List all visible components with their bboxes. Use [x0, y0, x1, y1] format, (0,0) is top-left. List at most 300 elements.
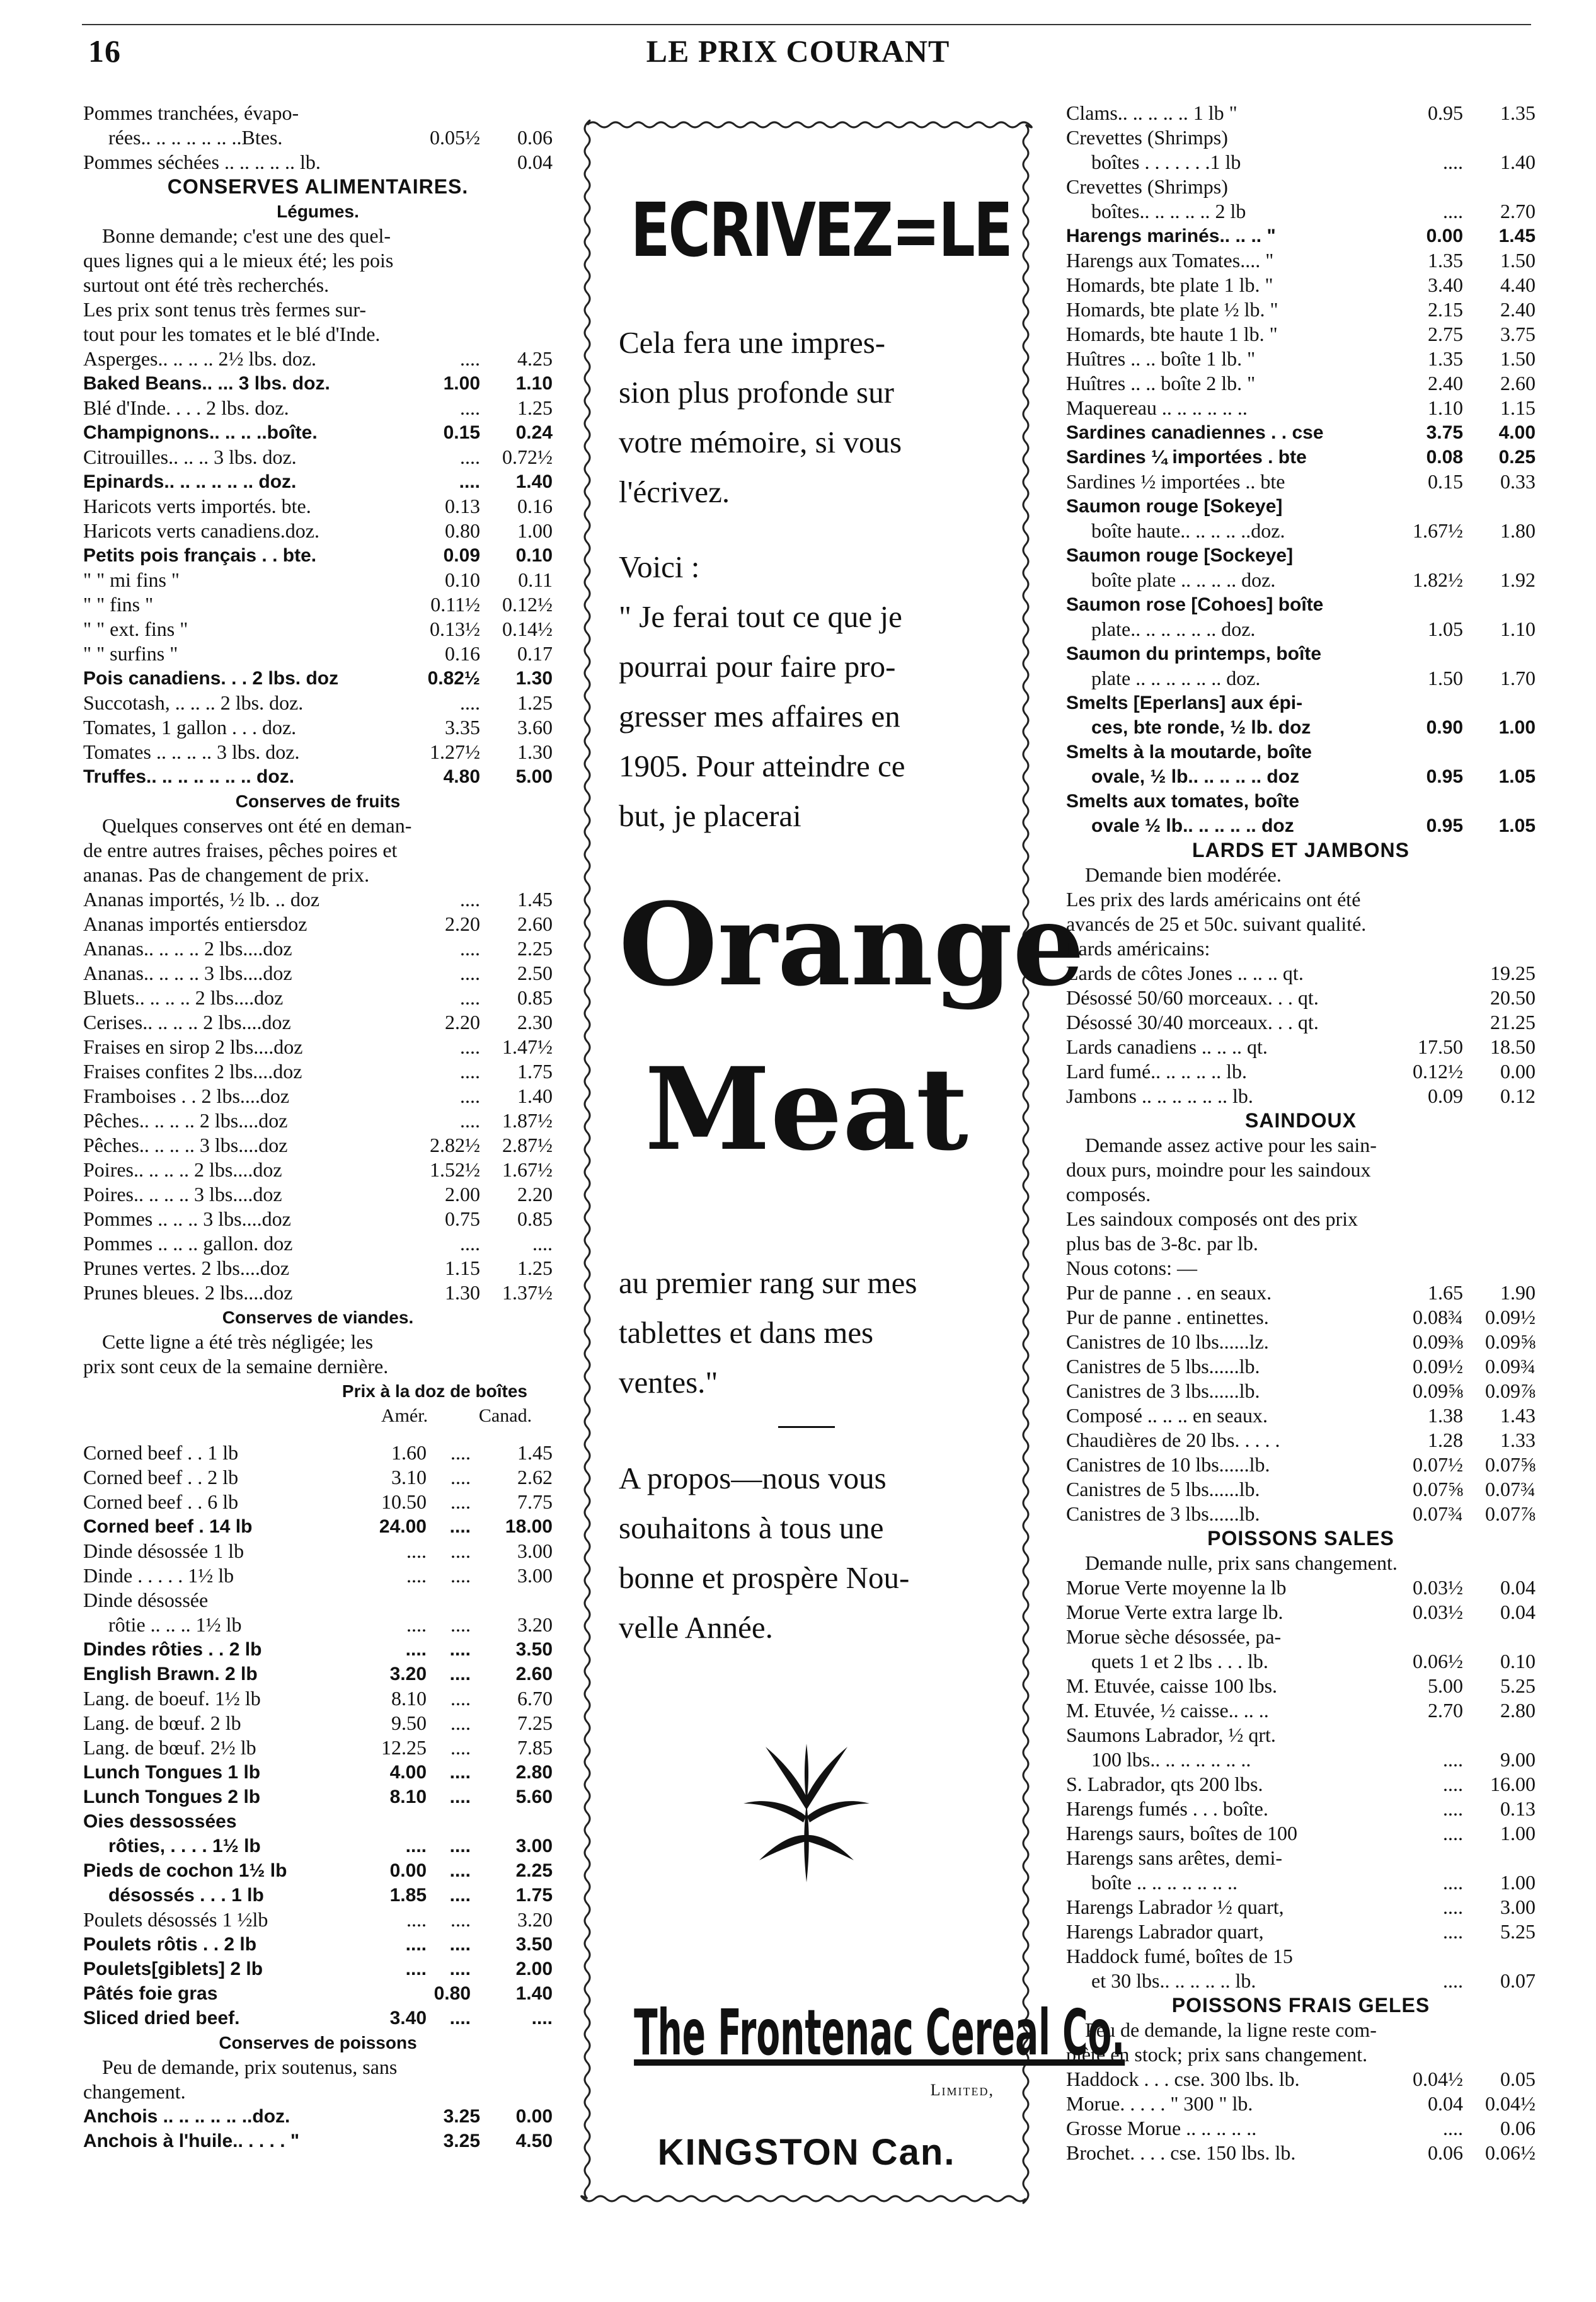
price-row: [83, 2104, 553, 2129]
price-low: 2.20: [445, 912, 480, 935]
item-description: Prunes vertes. 2 lbs....doz: [83, 1257, 290, 1279]
text-line: A propos—nous vous: [619, 1461, 887, 1495]
item-description: et 30 lbs.. .. .. .. .. lb.: [1091, 1969, 1256, 1992]
price-high: 1.67½: [502, 1158, 553, 1181]
price-row: [1066, 1330, 1536, 1354]
price-row: [1066, 740, 1536, 764]
item-description: boîte plate .. .. .. .. doz.: [1091, 568, 1276, 591]
price-low: 3.40: [1428, 273, 1463, 296]
price-row: [1066, 1625, 1536, 1649]
price-row: [83, 1686, 553, 1711]
price-high: 0.14½: [502, 618, 553, 640]
price-row: [1066, 494, 1536, 519]
poissons-paragraph: [83, 2055, 553, 2104]
price-low: 3.25: [443, 2131, 480, 2151]
poissons-sales-list: [1066, 1575, 1536, 1993]
text-line: gresser mes affaires en: [619, 699, 900, 734]
price-low: 0.09⅝: [1413, 1379, 1463, 1402]
text-line: au premier rang sur mes: [619, 1265, 917, 1300]
price-row: [83, 961, 553, 986]
price-row: [1066, 1772, 1536, 1797]
item-description: Ananas importés, ½ lb. .. doz: [83, 888, 320, 911]
ad-quote-end: [619, 1258, 994, 1407]
text-line: Bonne demande; c'est une des quel-: [102, 224, 391, 247]
item-description: Lunch Tongues 1 lb: [83, 1762, 261, 1783]
item-description: ovale ½ lb.. .. .. .. .. doz: [1091, 815, 1294, 836]
price-high: 0.07¾: [1485, 1478, 1536, 1500]
price-low: 1.30: [445, 1281, 480, 1304]
text-line: 1905. Pour atteindre ce: [619, 749, 905, 783]
section-heading-saindoux: SAINDOUX: [1245, 1109, 1357, 1132]
col-canad: Canad.: [478, 1405, 532, 1426]
item-description: désossés . . . 1 lb: [108, 1885, 264, 1906]
price-row: [83, 1588, 553, 1613]
price-low: 2.75: [1428, 323, 1463, 345]
price-row: [83, 1182, 553, 1207]
text-line: doux purs, moindre pour les saindoux: [1066, 1158, 1371, 1181]
price-row: [1066, 1649, 1536, 1674]
price-row: [1066, 642, 1536, 666]
price-row: [83, 912, 553, 936]
price-low: 0.11½: [430, 593, 480, 616]
price-row: [1066, 1403, 1536, 1428]
section-heading-poissons-sales: POISSONS SALES: [1207, 1527, 1394, 1550]
company-name: The Frontenac Cereal Co.: [634, 1996, 1125, 2069]
price-canad: 3.50: [515, 1639, 553, 1660]
price-low: 0.09⅜: [1413, 1330, 1463, 1353]
price-low: 17.50: [1418, 1035, 1463, 1058]
item-description: " " ext. fins ": [83, 618, 188, 640]
price-canad: 7.25: [517, 1712, 553, 1734]
price-row: [1066, 1723, 1536, 1747]
price-low: 0.16: [445, 642, 480, 665]
item-description: Saumon du printemps, boîte: [1066, 643, 1322, 664]
price-amer: 3.20: [389, 1664, 427, 1684]
price-amer: 9.50: [391, 1712, 427, 1734]
price-amer: 0.00: [389, 1860, 427, 1881]
price-amer: ....: [406, 1613, 427, 1636]
price-canad: 7.75: [517, 1490, 553, 1513]
item-description: Pommes tranchées, évapo-: [83, 101, 299, 124]
item-description: Ananas importés entiersdoz: [83, 912, 307, 935]
item-description: Morue sèche désossée, pa-: [1066, 1625, 1282, 1648]
viandes-subheading: Prix à la doz de boîtes: [342, 1381, 527, 1401]
price-low: 0.95: [1426, 815, 1463, 836]
section-heading-conserves: CONSERVES ALIMENTAIRES.: [167, 175, 469, 198]
price-row: [83, 519, 553, 543]
price-high: 0.25: [1498, 447, 1536, 468]
price-canad: 18.00: [505, 1516, 553, 1537]
ad-headline: ECRIVEZ=LE: [630, 187, 1011, 273]
price-low: 1.10: [1428, 396, 1463, 419]
item-description: Corned beef . . 2 lb: [83, 1466, 239, 1488]
item-description: Morue Verte moyenne la lb: [1066, 1576, 1287, 1599]
price-row: [1066, 715, 1536, 740]
price-canad: 3.00: [517, 1539, 553, 1562]
price-amer-alt: ....: [451, 1908, 471, 1931]
item-description: boîte .. .. .. .. .. .. ..: [1091, 1871, 1237, 1894]
item-description: Smelts aux tomates, boîte: [1066, 791, 1300, 812]
price-row: [83, 1514, 553, 1539]
price-row: [1066, 568, 1536, 592]
text-line: Les saindoux composés ont des prix: [1066, 1207, 1358, 1230]
price-row: [83, 740, 553, 764]
price-high: 2.40: [1500, 298, 1536, 321]
price-low: 1.82½: [1413, 568, 1463, 591]
price-high: 1.47½: [502, 1035, 553, 1058]
price-row: [83, 543, 553, 568]
text-line: ques lignes qui a le mieux été; les pois: [83, 249, 394, 272]
price-low: ....: [460, 986, 480, 1009]
item-description: Composé .. .. .. en seaux.: [1066, 1404, 1268, 1427]
price-row: [1066, 961, 1536, 986]
price-high: 1.10: [1500, 618, 1536, 640]
price-low: ....: [1443, 151, 1463, 173]
price-amer-alt: ....: [451, 1613, 471, 1636]
price-row: [83, 1735, 553, 1760]
price-high: 5.00: [515, 766, 553, 787]
price-row: [1066, 519, 1536, 543]
price-high: 1.30: [515, 668, 553, 689]
item-description: English Brawn. 2 lb: [83, 1664, 258, 1684]
price-row: [1066, 543, 1536, 568]
page-title: LE PRIX COURANT: [646, 33, 950, 69]
price-high: 1.90: [1500, 1281, 1536, 1304]
price-low: 0.06: [1428, 2141, 1463, 2164]
price-high: 0.09½: [1485, 1306, 1536, 1328]
price-row: [83, 371, 553, 396]
item-description: Sardines ¼ importées . bte: [1066, 447, 1307, 468]
price-amer-alt: ....: [449, 1885, 471, 1906]
item-description: 100 lbs.. .. .. .. .. .. ..: [1091, 1748, 1251, 1771]
price-high: 0.10: [1500, 1650, 1536, 1672]
price-row: [83, 494, 553, 519]
price-high: 0.16: [517, 495, 553, 517]
price-low: ....: [1443, 1896, 1463, 1918]
price-row: [1066, 1379, 1536, 1403]
price-row: [1066, 1502, 1536, 1526]
item-description: Corned beef . . 6 lb: [83, 1490, 239, 1513]
price-high: 0.04: [1500, 1601, 1536, 1623]
item-description: plate .. .. .. .. .. .. doz.: [1091, 667, 1261, 689]
price-row: [1066, 2067, 1536, 2092]
price-row: [83, 568, 553, 592]
price-low: 0.09: [443, 545, 480, 566]
item-description: Pâtés foie gras: [83, 1983, 218, 2004]
brand-orange: Orange: [619, 878, 1085, 1011]
price-high: 2.87½: [502, 1134, 553, 1156]
price-row: [1066, 1944, 1536, 1969]
price-row: [1066, 1477, 1536, 1502]
price-row: [83, 642, 553, 666]
item-description: Saumon rose [Cohoes] boîte: [1066, 594, 1324, 615]
item-description: Canistres de 3 lbs......lb.: [1066, 1379, 1260, 1402]
price-high: 4.25: [517, 347, 553, 370]
item-description: Morue. . . . . " 300 " lb.: [1066, 2092, 1253, 2115]
price-high: 0.33: [1500, 470, 1536, 493]
item-description: Homards, bte plate ½ lb. ": [1066, 298, 1278, 321]
poissons-frais-paragraph: [1066, 2018, 1536, 2067]
price-row: [83, 1158, 553, 1182]
item-description: Homards, bte haute 1 lb. ": [1066, 323, 1278, 345]
price-canad: 7.85: [517, 1736, 553, 1759]
price-row: [83, 1957, 553, 1981]
price-low: 2.00: [445, 1183, 480, 1206]
price-row: [1066, 420, 1536, 445]
item-description: quets 1 et 2 lbs . . . lb.: [1091, 1650, 1268, 1672]
item-description: Petits pois français . . bte.: [83, 545, 317, 566]
item-description: Lang. de bœuf. 2½ lb: [83, 1736, 256, 1759]
price-row: [83, 420, 553, 445]
price-low: ....: [460, 1232, 480, 1255]
price-low: 0.07¾: [1413, 1502, 1463, 1525]
item-description: Dindes rôties . . 2 lb: [83, 1639, 262, 1660]
price-row: [1066, 469, 1536, 494]
item-description: Jambons .. .. .. .. .. .. lb.: [1066, 1085, 1253, 1107]
price-row: [1066, 1797, 1536, 1821]
item-description: Lunch Tongues 2 lb: [83, 1787, 261, 1807]
price-high: 0.10: [515, 545, 553, 566]
price-row: [83, 592, 553, 617]
price-low: 2.15: [1428, 298, 1463, 321]
item-description: " " mi fins ": [83, 568, 180, 591]
price-low: 1.27½: [430, 740, 480, 763]
price-high: 1.00: [517, 519, 553, 542]
price-row: [83, 1256, 553, 1280]
text-line: votre mémoire, si vous: [619, 425, 902, 459]
price-high: 1.35: [1500, 101, 1536, 124]
item-description: Canistres de 10 lbs......lz.: [1066, 1330, 1269, 1353]
price-high: 2.80: [1500, 1699, 1536, 1722]
price-row: [83, 2129, 553, 2153]
price-low: ....: [1443, 1748, 1463, 1771]
price-row: [83, 1809, 553, 1834]
price-canad: 3.50: [515, 1934, 553, 1955]
text-line: " Je ferai tout ce que je: [619, 599, 902, 634]
price-row: [83, 1490, 553, 1514]
price-low: ....: [1443, 200, 1463, 222]
price-amer: 1.60: [391, 1441, 427, 1464]
viandes-paragraph: [83, 1330, 553, 1379]
price-high: 1.40: [517, 1085, 553, 1107]
price-high: 1.45: [517, 888, 553, 911]
item-description: Haricots verts importés. bte.: [83, 495, 311, 517]
price-amer-alt: ....: [449, 1664, 471, 1684]
price-row: [1066, 986, 1536, 1010]
price-row: [83, 2006, 553, 2030]
item-description: Dinde désossée 1 lb: [83, 1539, 244, 1562]
price-high: 1.40: [515, 471, 553, 492]
price-amer-alt: ....: [449, 1959, 471, 1979]
price-low: 4.80: [443, 766, 480, 787]
item-description: Fraises confites 2 lbs....doz: [83, 1060, 302, 1083]
price-high: 0.09⅞: [1485, 1379, 1536, 1402]
item-description: Baked Beans.. ... 3 lbs. doz.: [83, 373, 330, 394]
text-line: pourrai pour faire pro-: [619, 649, 896, 684]
item-description: Succotash, .. .. .. 2 lbs. doz.: [83, 691, 304, 714]
price-high: 0.04½: [1485, 2092, 1536, 2115]
price-high: 1.33: [1500, 1429, 1536, 1451]
price-high: 9.00: [1500, 1748, 1536, 1771]
fruits-paragraph: [83, 814, 553, 887]
text-line: avancés de 25 et 50c. suivant qualité.: [1066, 912, 1367, 935]
item-description: Fraises en sirop 2 lbs....doz: [83, 1035, 303, 1058]
price-row: [1066, 2092, 1536, 2116]
legumes-paragraph: [83, 224, 553, 347]
subheading-poissons: Conserves de poissons: [219, 2033, 417, 2052]
price-low: 1.50: [1428, 667, 1463, 689]
price-row: [83, 1981, 553, 2006]
item-description: Anchois .. .. .. .. .. ..doz.: [83, 2106, 290, 2127]
price-row: [1066, 1969, 1536, 1993]
price-row: [1066, 199, 1536, 224]
price-low: ....: [460, 446, 480, 468]
price-row: [83, 764, 553, 789]
lards-paragraph: [1066, 863, 1536, 936]
item-description: Canistres de 10 lbs......lb.: [1066, 1453, 1270, 1476]
item-description: Prunes bleues. 2 lbs....doz: [83, 1281, 293, 1304]
item-description: Poires.. .. .. .. 3 lbs....doz: [83, 1183, 282, 1206]
item-description: Pur de panne . entinettes.: [1066, 1306, 1269, 1328]
item-description: Crevettes (Shrimps): [1066, 126, 1228, 149]
price-high: 4.00: [1498, 422, 1536, 443]
price-low: 0.95: [1426, 766, 1463, 787]
price-low: 1.65: [1428, 1281, 1463, 1304]
text-line: Les prix des lards américains ont été: [1066, 888, 1361, 911]
item-description: Truffes.. .. .. .. .. .. .. doz.: [83, 766, 295, 787]
item-description: rôties, . . . . 1½ lb: [108, 1836, 261, 1856]
price-low: ....: [1443, 1871, 1463, 1894]
item-description: Saumon rouge [Sockeye]: [1066, 545, 1294, 566]
text-line: Cette ligne a été très négligée; les: [102, 1330, 374, 1353]
price-high: 19.25: [1490, 962, 1536, 984]
price-amer: ....: [405, 1959, 427, 1979]
price-row: [1066, 1600, 1536, 1625]
price-high: 0.85: [517, 986, 553, 1009]
price-row: [1066, 1895, 1536, 1919]
text-line: Cela fera une impres-: [619, 325, 886, 360]
price-low: ....: [460, 1109, 480, 1132]
item-description: Désossé 30/40 morceaux. . . qt.: [1066, 1011, 1319, 1033]
item-description: boîtes.. .. .. .. .. 2 lb: [1091, 200, 1246, 222]
price-row: [1066, 1846, 1536, 1870]
price-high: 2.60: [517, 912, 553, 935]
price-high: 0.17: [517, 642, 553, 665]
price-canad: 2.62: [517, 1466, 553, 1488]
price-row: [83, 150, 553, 175]
section-heading-lards: LARDS ET JAMBONS: [1192, 839, 1409, 861]
text-line: de entre autres fraises, pêches poires et: [83, 839, 398, 861]
price-amer: 4.00: [389, 1762, 427, 1783]
price-high: 3.00: [1500, 1896, 1536, 1918]
item-description: boîtes . . . . . . .1 lb: [1091, 151, 1241, 173]
price-low: 0.09½: [1413, 1355, 1463, 1378]
price-low: ....: [460, 347, 480, 370]
price-amer-alt: ....: [449, 1787, 471, 1807]
item-description: Grosse Morue .. .. .. .. ..: [1066, 2117, 1257, 2139]
item-description: M. Etuvée, ½ caisse.. .. ..: [1066, 1699, 1269, 1722]
price-row: [1066, 445, 1536, 469]
item-description: Corned beef . . 1 lb: [83, 1441, 239, 1464]
company-limited: Limited,: [930, 2081, 994, 2099]
price-row: [1066, 1428, 1536, 1453]
price-row: [1066, 2116, 1536, 2141]
price-amer: 12.25: [381, 1736, 427, 1759]
price-row: [1066, 764, 1536, 789]
text-line: Demande bien modérée.: [1085, 863, 1282, 886]
price-row: [83, 1465, 553, 1490]
text-line: Nous cotons: —: [1066, 1257, 1197, 1279]
price-row: [83, 1010, 553, 1035]
item-description: plate.. .. .. .. .. .. doz.: [1091, 618, 1256, 640]
price-low: 1.52½: [430, 1158, 480, 1181]
price-high: 21.25: [1490, 1011, 1536, 1033]
item-description: Sliced dried beef.: [83, 2008, 240, 2029]
price-canad: 3.20: [517, 1908, 553, 1931]
price-high: 0.11: [518, 568, 553, 591]
price-amer-alt: ....: [449, 1860, 471, 1881]
item-description: Harengs marinés.. .. .. ": [1066, 226, 1276, 246]
item-description: Smelts [Eperlans] aux épi-: [1066, 693, 1303, 713]
price-row: [83, 1133, 553, 1158]
price-row: [1066, 297, 1536, 322]
price-amer: ....: [406, 1908, 427, 1931]
item-description: M. Etuvée, caisse 100 lbs.: [1066, 1674, 1278, 1697]
price-row: [83, 445, 553, 469]
price-high: 0.00: [1500, 1060, 1536, 1083]
price-amer: 3.10: [391, 1466, 427, 1488]
price-high: 1.25: [517, 396, 553, 419]
price-low: 0.03½: [1413, 1576, 1463, 1599]
price-low: ....: [460, 937, 480, 960]
price-high: 1.00: [1500, 1822, 1536, 1844]
item-description: Pommes .. .. .. gallon. doz: [83, 1232, 293, 1255]
price-row: [1066, 322, 1536, 347]
text-line: Quelques conserves ont été en deman-: [102, 814, 412, 837]
price-high: 0.07⅝: [1485, 1453, 1536, 1476]
item-description: Dinde désossée: [83, 1589, 209, 1611]
price-row: [83, 1834, 553, 1858]
price-low: 1.35: [1428, 347, 1463, 370]
item-description: Poires.. .. .. .. 2 lbs....doz: [83, 1158, 282, 1181]
price-high: 1.15: [1500, 396, 1536, 419]
item-description: Clams.. .. .. .. .. 1 lb ": [1066, 101, 1237, 124]
price-low: 0.10: [445, 568, 480, 591]
page-number: 16: [88, 33, 121, 69]
item-description: ces, bte ronde, ½ lb. doz: [1091, 717, 1311, 738]
price-canad: 3.20: [517, 1613, 553, 1636]
price-amer-alt: ....: [451, 1490, 471, 1513]
price-low: 0.80: [445, 519, 480, 542]
item-description: " " surfins ": [83, 642, 178, 665]
poissons-frais-list: [1066, 2067, 1536, 2165]
item-description: Haddock fumé, boîtes de 15: [1066, 1945, 1293, 1967]
text-line: plus bas de 3-8c. par lb.: [1066, 1232, 1258, 1255]
item-description: Sardines canadiennes . . cse: [1066, 422, 1324, 443]
item-description: Asperges.. .. .. .. 2½ lbs. doz.: [83, 347, 317, 370]
price-high: 1.00: [1500, 1871, 1536, 1894]
price-row: [1066, 1084, 1536, 1108]
item-description: boîte haute.. .. .. .. ..doz.: [1091, 519, 1285, 542]
price-high: 0.85: [517, 1207, 553, 1230]
price-low: ....: [1443, 1969, 1463, 1992]
price-amer-alt: ....: [449, 1516, 471, 1537]
price-row: [1066, 150, 1536, 175]
price-high: 3.60: [517, 716, 553, 739]
item-description: Morue Verte extra large lb.: [1066, 1601, 1283, 1623]
price-amer-alt: ....: [449, 1934, 471, 1955]
price-high: 1.43: [1500, 1404, 1536, 1427]
